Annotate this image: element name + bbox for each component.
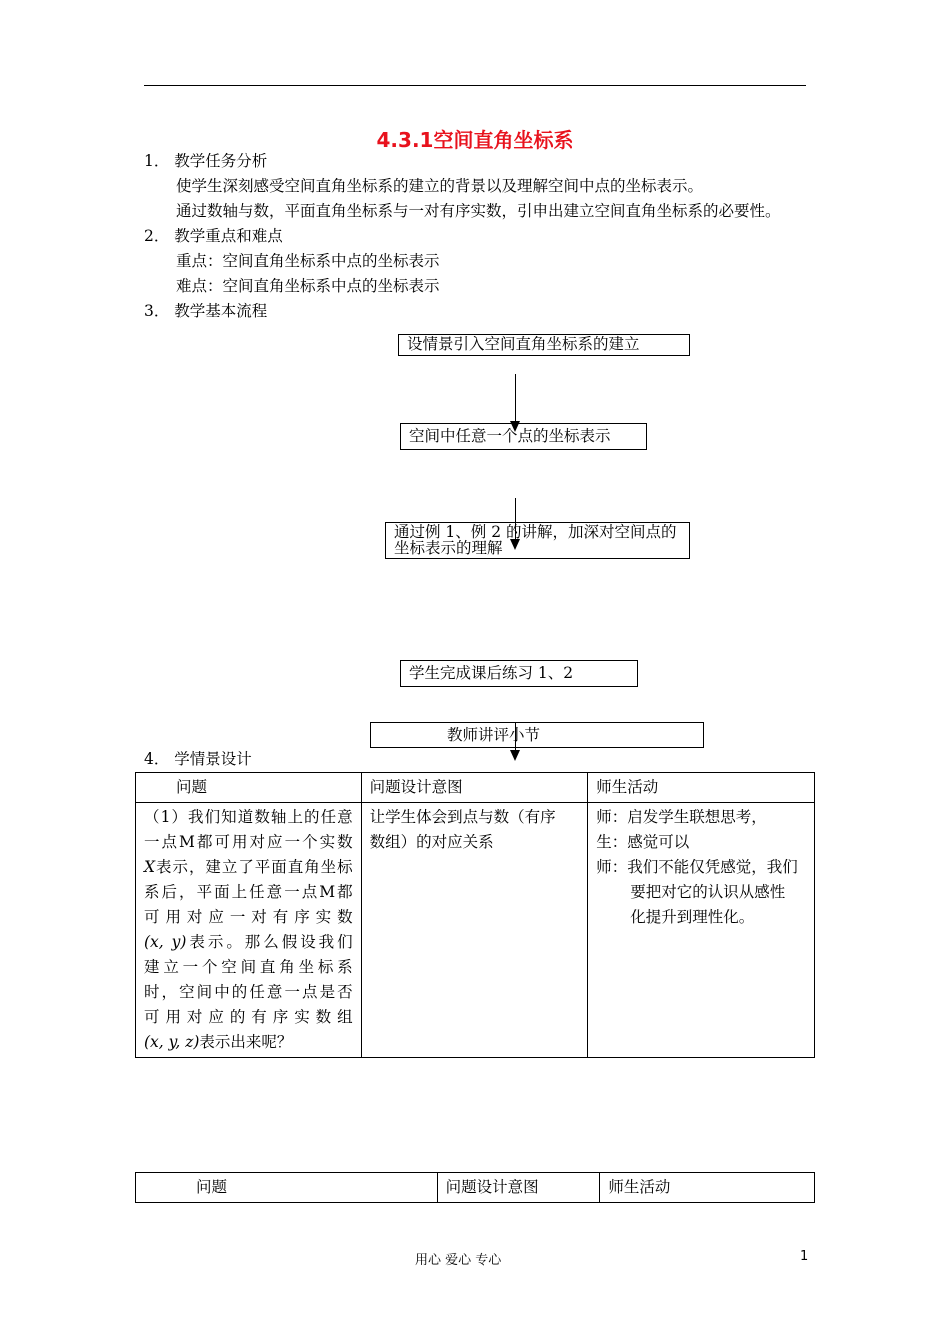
footer-motto: 用心 爱心 专心 [415,1253,502,1268]
header-intent: 问题设计意图 [437,1173,600,1203]
section-1-paragraph-1: 使学生深刻感受空间直角坐标系的建立的背景以及理解空间中点的坐标表示。 [176,177,704,195]
math-x: X [144,858,156,876]
activity-cell [588,803,815,1058]
page-title: 4.3.1空间直角坐标系 [376,128,574,152]
second-table [135,1172,815,1203]
header-activity: 师生活动 [588,773,815,803]
flow-step-2 [400,423,647,450]
flow-step-3-line-2: 坐标表示的理解 [394,539,503,557]
flow-step-3-line-1: 通过例 1、例 2 的讲解，加深对空间点的 [394,523,677,541]
header-question: 问题 [136,773,362,803]
intent-line-1: 让学生体会到点与数（有序 [369,808,556,826]
table-row [136,803,815,1058]
question-cell [136,803,362,1058]
flow-step-5-text: 教师讲评小节 [447,726,541,744]
question-line: 一点M都可用对应一个实数 [144,833,353,851]
flow-step-5 [370,722,704,748]
intent-line-2: 数组）的对应关系 [369,833,494,851]
table-header-row [136,1173,815,1203]
section-1-heading: 1． 教学任务分析 [144,152,268,170]
header-question: 问题 [136,1173,438,1203]
section-1-paragraph-2: 通过数轴与数，平面直角坐标系与一对有序实数，引申出建立空间直角坐标系的必要性。 [176,202,781,220]
question-line: （1）我们知道数轴上的任意 [144,808,353,826]
section-2-heading: 2． 教学重点和难点 [144,227,283,245]
header-intent: 问题设计意图 [361,773,588,803]
activity-line: 师：启发学生联想思考， [596,808,767,826]
flow-step-4-text: 学生完成课后练习 1、2 [409,664,574,682]
question-line: 系后，平面上任意一点M都 [144,883,353,901]
question-line: 建立一个空间直角坐标系 [144,958,353,976]
scenario-table [135,772,815,1058]
key-point-text: 重点：空间直角坐标系中点的坐标表示 [176,252,440,270]
activity-line: 师：我们不能仅凭感觉，我们 [596,858,798,876]
flow-step-4 [400,660,638,687]
page-number: 1 [800,1249,809,1264]
section-3-heading: 3． 教学基本流程 [144,302,268,320]
section-4-heading: 4． 学情景设计 [144,750,252,768]
table-header-row [136,773,815,803]
header-rule [144,85,806,86]
flow-arrow-3 [515,722,516,759]
intent-cell [361,803,588,1058]
difficult-point-text: 难点：空间直角坐标系中点的坐标表示 [176,277,440,295]
math-xyz: (x, y, z) [144,1033,200,1051]
flow-step-2-text: 空间中任意一个点的坐标表示 [409,427,611,445]
question-line: 可用对应一对有序实数 [144,908,353,926]
question-line: X表示，建立了平面直角坐标 [144,858,353,876]
activity-line: 生：感觉可以 [596,833,690,851]
question-line: 时，空间中的任意一点是否 [144,983,353,1001]
flow-step-1-text: 设情景引入空间直角坐标系的建立 [407,335,640,353]
flow-arrow-1 [515,374,516,430]
header-activity: 师生活动 [600,1173,815,1203]
activity-line: 化提升到理性化。 [630,908,755,926]
question-line: (x, y)表示。那么假设我们 [144,933,353,951]
flow-step-1 [398,334,690,356]
activity-line: 要把对它的认识从感性 [630,883,786,901]
question-line: (x, y, z)表示出来呢？ [144,1033,293,1051]
math-xy: (x, y) [144,933,187,951]
flow-step-3 [385,522,690,559]
question-line: 可用对应的有序实数组 [144,1008,353,1026]
